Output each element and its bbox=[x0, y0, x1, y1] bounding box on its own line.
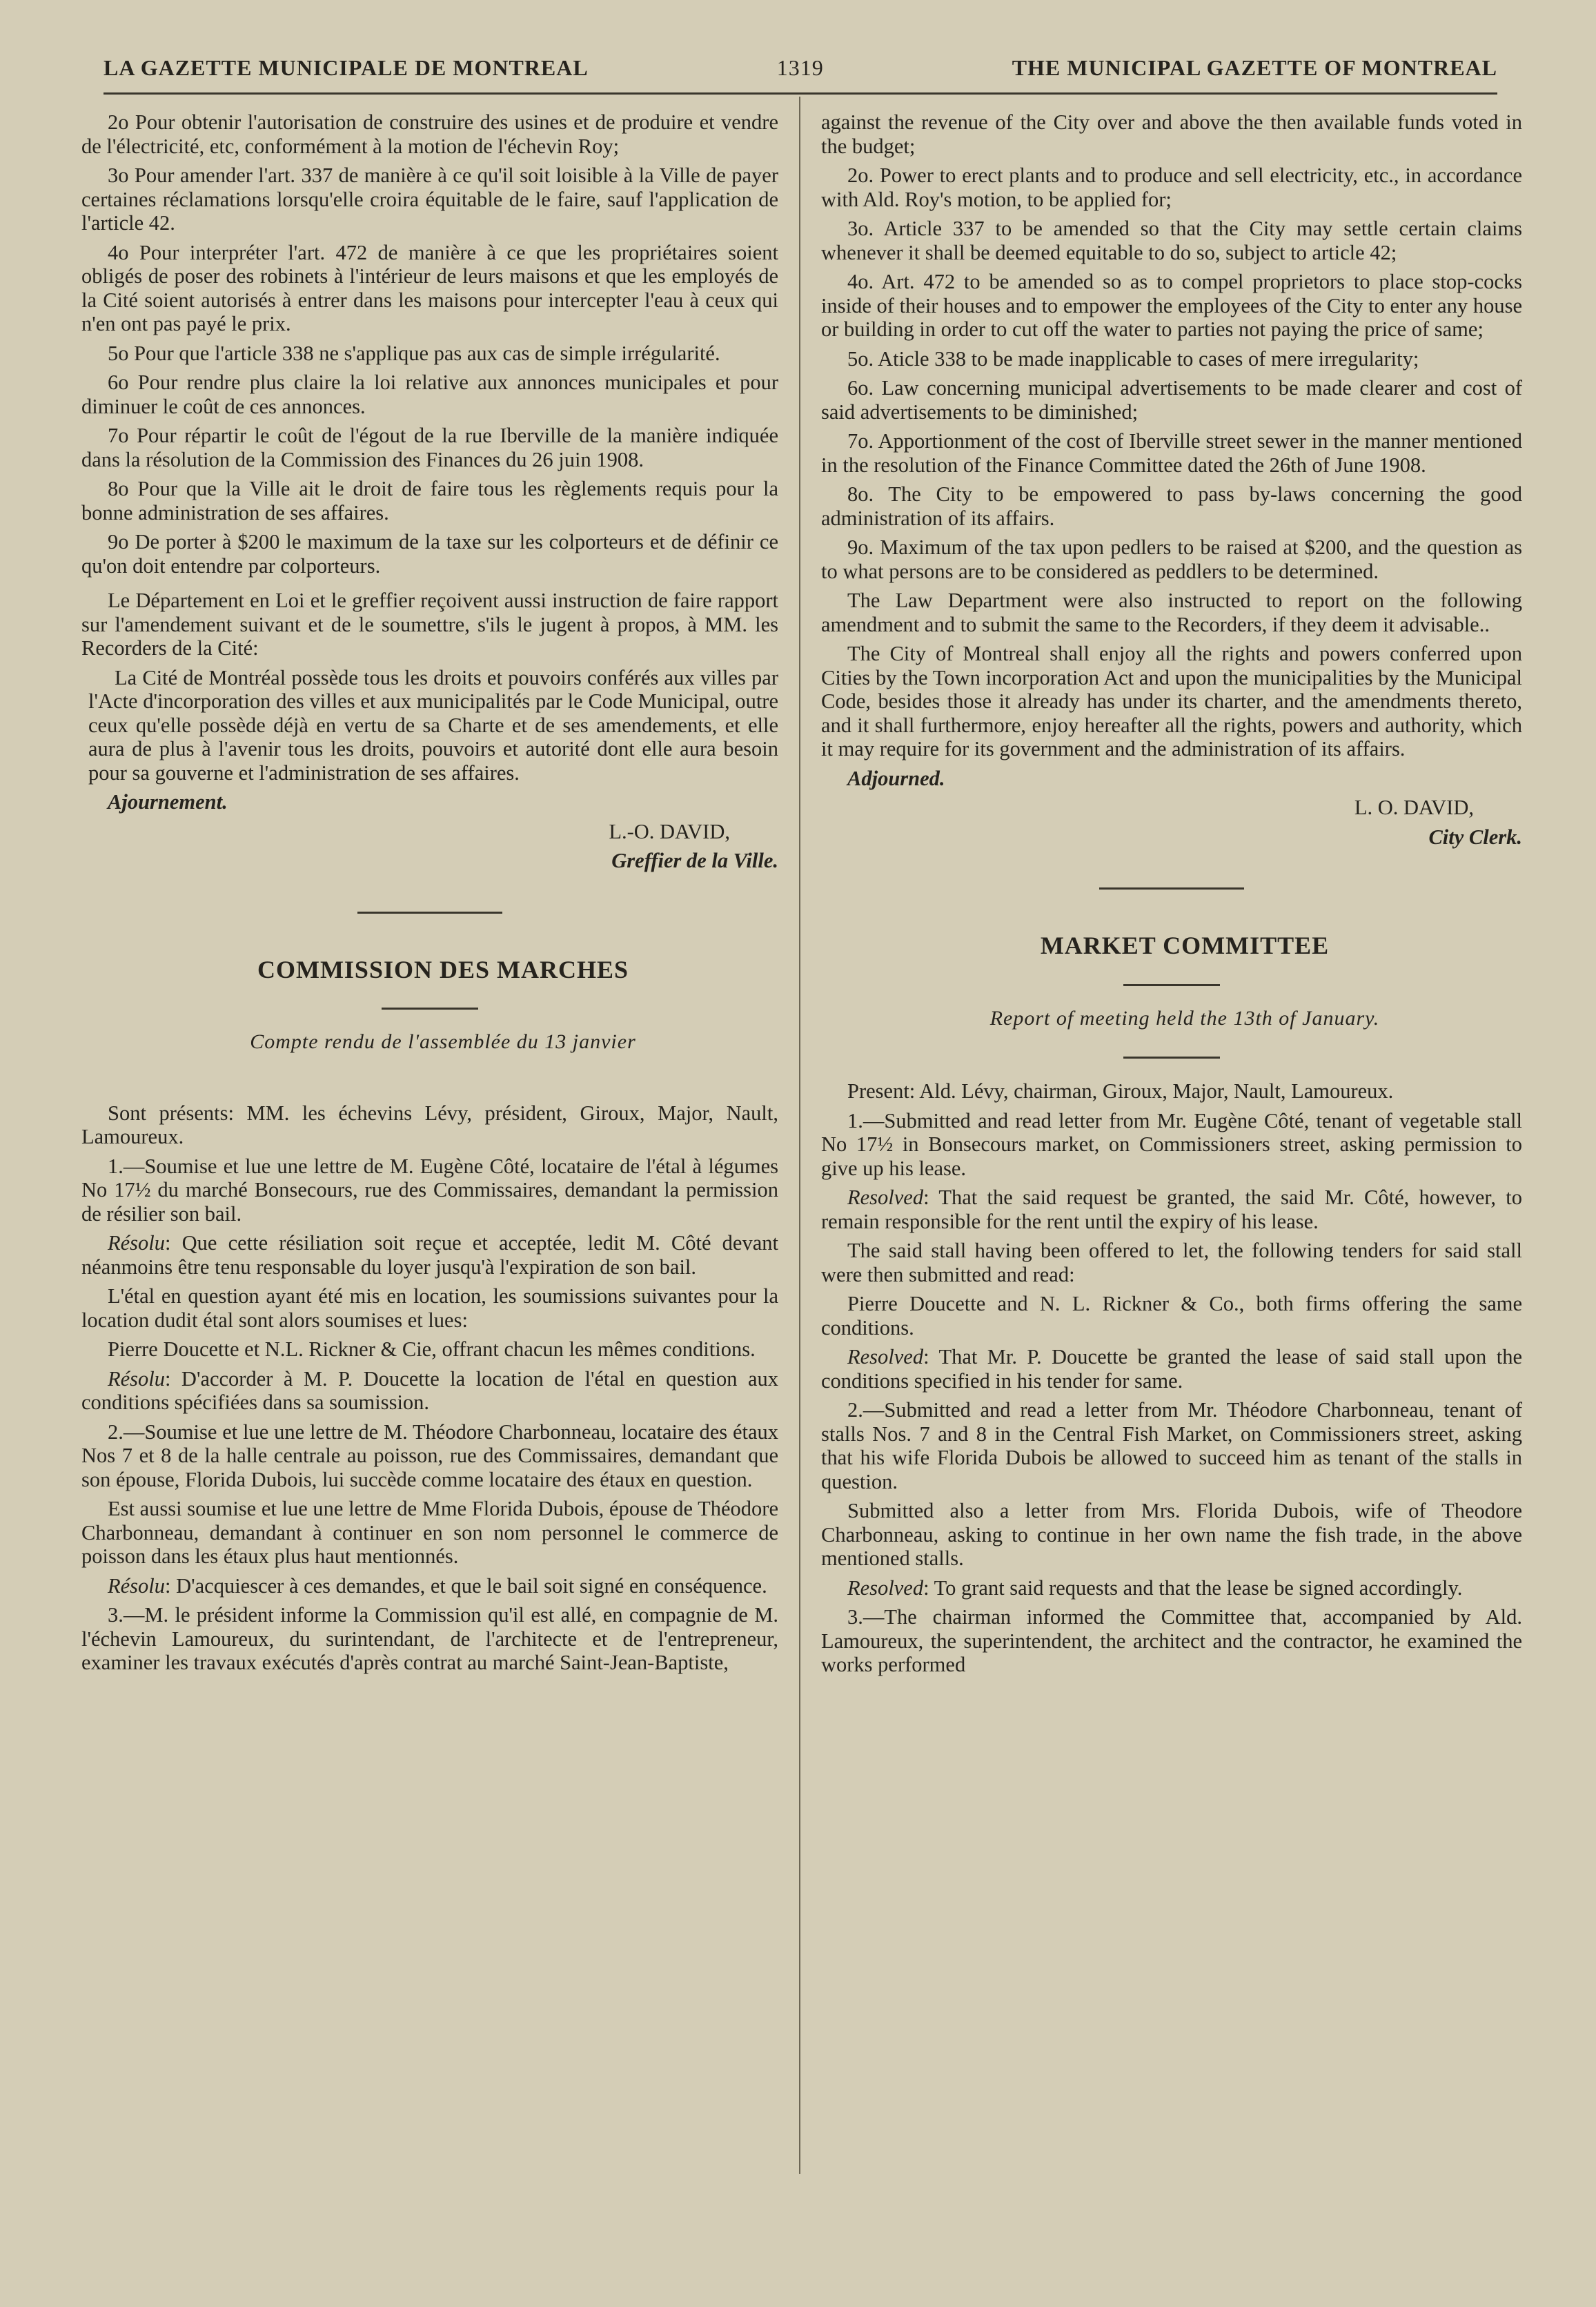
paragraph: 2o. Power to erect plants and to produce and sell electricity, etc., in accordance with Ald. Roy's motion, to be applied for; bbox=[821, 164, 1522, 211]
paragraph: 9o. Maximum of the tax upon pedlers to be raised at $200, and the question as to what persons are to be considered as peddlers to be determined. bbox=[821, 536, 1522, 583]
paragraph: The said stall having been offered to let, the following tenders for said stall were then submitted and read: bbox=[821, 1239, 1522, 1286]
paragraph: 8o Pour que la Ville ait le droit de faire tous les règlements requis pour la bonne administration de ses affaires. bbox=[81, 477, 778, 524]
resolved-label: Résolu bbox=[108, 1366, 166, 1391]
paragraph: Pierre Doucette and N. L. Rickner & Co., both firms offering the same conditions. bbox=[821, 1292, 1522, 1339]
french-column bbox=[81, 110, 778, 1680]
paragraph bbox=[81, 1367, 778, 1415]
paragraph bbox=[821, 1576, 1522, 1600]
resolved-text: : Que cette résiliation soit reçue et acceptée, ledit M. Côté devant néanmoins être tenu responsable du loyer jusqu'à l'expiration de son bail. bbox=[81, 1231, 778, 1279]
paragraph: L'étal en question ayant été mis en location, les soumissions suivantes pour la location dudit étal sont alors soumises et lues: bbox=[81, 1284, 778, 1332]
paragraph: 5o Pour que l'article 338 ne s'applique pas aux cas de simple irrégularité. bbox=[108, 341, 720, 365]
paragraph: 1.—Soumise et lue une lettre de M. Eugène Côté, locataire de l'étal à légumes No 17½ du marché Bonsecours, rue des Commissaires, demandant la permission de résilier son bail. bbox=[81, 1154, 778, 1226]
resolved-label: Resolved bbox=[847, 1186, 924, 1209]
adjournment: Ajournement. bbox=[108, 790, 228, 814]
paragraph: 2o Pour obtenir l'autorisation de construire des usines et de produire et vendre de l'électricité, etc, conformément à la motion de l'échevin Roy; bbox=[81, 110, 778, 158]
paragraph: 6o Pour rendre plus claire la loi relative aux annonces municipales et pour diminuer le coût de ces annonces. bbox=[81, 371, 778, 418]
paragraph: 4o. Art. 472 to be amended so as to compel proprietors to place stop-cocks inside of their houses and to empower the employees of the City to enter any house or building in order to cut off the water to parties not paying the price of same; bbox=[821, 270, 1522, 341]
paragraph: 1.—Submitted and read letter from Mr. Eugène Côté, tenant of vegetable stall No 17½ in Bonsecours market, on Commissioners street, asking permission to give up his lease. bbox=[821, 1108, 1522, 1180]
section-subtitle: Report of meeting held the 13th of January. bbox=[989, 1006, 1380, 1030]
paragraph: 6o. Law concerning municipal advertisements to be made clearer and cost of said advertisements to be diminished; bbox=[821, 376, 1522, 424]
signature-title: Greffier de la Ville. bbox=[611, 849, 778, 872]
resolved-text: : D'acquiescer à ces demandes, et que le bail soit signé en conséquence. bbox=[165, 1573, 767, 1598]
paragraph: 3o Pour amender l'art. 337 de manière à ce qu'il soit loisible à la Ville de payer certaines réclamations lorsqu'elle croira équitable de le faire, sauf l'application de l'article 42. bbox=[81, 164, 778, 235]
paragraph: 2.—Soumise et lue une lettre de M. Théodore Charbonneau, locataire des étaux Nos 7 et 8 de la halle centrale au poisson, rue des Commissaires, demandant que son épouse, Florida Dubois, lui succède comme locataire des étaux en question. bbox=[81, 1420, 778, 1491]
paragraph: 4o Pour interpréter l'art. 472 de manière à ce que les propriétaires soient obligés de poser des robinets à l'intérieur de leurs maisons et que les employés de la Cité soient autorisés à entrer dans les maisons pour intercepter l'eau à ceux qui n'en ont pas payé le prix. bbox=[81, 240, 778, 335]
header-rule bbox=[104, 92, 1497, 95]
signature-title: City Clerk. bbox=[1428, 825, 1522, 849]
paragraph: Submitted also a letter from Mrs. Florida Dubois, wife of Theodore Charbonneau, asking to continue in her own name the fish trade, in the above mentioned stalls. bbox=[821, 1499, 1522, 1570]
paragraph: Present: Ald. Lévy, chairman, Giroux, Major, Nault, Lamoureux. bbox=[847, 1079, 1394, 1103]
paragraph bbox=[821, 1345, 1522, 1393]
resolved-text: : That the said request be granted, the said Mr. Côté, however, to remain responsible for the rent until the expiry of his lease. bbox=[821, 1186, 1522, 1233]
resolved-text: : That Mr. P. Doucette be granted the lease of said stall upon the conditions specified in his tender for same. bbox=[821, 1345, 1522, 1393]
resolved-label: Resolved bbox=[847, 1575, 924, 1600]
paragraph: 7o Pour répartir le coût de l'égout de la rue Iberville de la manière indiquée dans la résolution de la Commission des Finances du 26 juin 1908. bbox=[81, 424, 778, 471]
paragraph: 3.—M. le président informe la Commission qu'il est allé, en compagnie de M. l'échevin Lamoureux, du surintendant, de l'architecte et de l'entrepreneur, examiner les travaux exécutés d'après contrat au marché Saint-Jean-Baptiste, bbox=[81, 1603, 778, 1674]
paragraph: 9o De porter à $200 le maximum de la taxe sur les colporteurs et de définir ce qu'on doit entendre par colporteurs. bbox=[81, 530, 778, 578]
paragraph: Est aussi soumise et lue une lettre de Mme Florida Dubois, épouse de Théodore Charbonneau, demandant à continuer en son nom personnel le commerce de poisson dans les étaux plus haut mentionnés. bbox=[81, 1497, 778, 1568]
paragraph bbox=[821, 1186, 1522, 1233]
paragraph: Pierre Doucette et N.L. Rickner & Cie, offrant chacun les mêmes conditions. bbox=[108, 1337, 756, 1361]
paragraph bbox=[81, 1574, 778, 1598]
paragraph: 5o. Aticle 338 to be made inapplicable to cases of mere irregularity; bbox=[847, 346, 1419, 371]
section-subtitle: Compte rendu de l'assemblée du 13 janvier bbox=[250, 1030, 636, 1053]
paragraph: 3o. Article 337 to be amended so that the City may settle certain claims whenever it shall be deemed equitable to do so, subject to article 42; bbox=[821, 217, 1522, 264]
signature-name: L. O. DAVID, bbox=[1354, 796, 1474, 819]
paragraph: 8o. The City to be empowered to pass by-laws concerning the good administration of its affairs. bbox=[821, 482, 1522, 530]
resolved-text: : To grant said requests and that the lease be signed accordingly. bbox=[923, 1575, 1463, 1600]
adjournment: Adjourned. bbox=[847, 766, 945, 790]
english-column bbox=[821, 110, 1522, 1682]
section-title: COMMISSION DES MARCHES bbox=[257, 955, 629, 983]
paragraph: The Law Department were also instructed to report on the following amendment and to submit the same to the Recorders, if they deem it advisable.. bbox=[821, 589, 1522, 636]
paragraph: La Cité de Montréal possède tous les droits et pouvoirs conférés aux villes par l'Acte d'incorporation des villes et aux municipalités par le Code Municipal, outre ceux qu'elle possède déjà en vertu de sa Charte et de ses amendements, et elle aura de plus à l'avenir tous les droits, pouvoirs et autorité dont elle aura besoin pour sa gouverne et l'administration de ses affaires. bbox=[88, 665, 778, 785]
section-title: MARKET COMMITTEE bbox=[1040, 932, 1330, 959]
paragraph: Le Département en Loi et le greffier reçoivent aussi instruction de faire rapport sur l'amendement suivant et de le soumettre, s'ils le jugent à propos, à MM. les Recorders de la Cité: bbox=[81, 589, 778, 660]
running-header bbox=[104, 48, 1497, 87]
header-english-title: THE MUNICIPAL GAZETTE OF MONTREAL bbox=[1012, 55, 1497, 80]
resolved-text: : D'accorder à M. P. Doucette la location de l'étal en question aux conditions spécifiées dans sa soumission. bbox=[81, 1366, 778, 1414]
resolved-label: Resolved bbox=[847, 1345, 924, 1368]
paragraph: 3.—The chairman informed the Committee that, accompanied by Ald. Lamoureux, the superintendent, the architect and the contractor, he examined the works performed bbox=[821, 1605, 1522, 1676]
column-divider bbox=[799, 97, 800, 2174]
paragraph: 7o. Apportionment of the cost of Iberville street sewer in the manner mentioned in the resolution of the Finance Committee dated the 26th of June 1908. bbox=[821, 429, 1522, 477]
paragraph: Sont présents: MM. les échevins Lévy, président, Giroux, Major, Nault, Lamoureux. bbox=[81, 1101, 778, 1148]
paragraph: The City of Montreal shall enjoy all the rights and powers conferred upon Cities by the Town incorporation Act and upon the municipalities by the Municipal Code, besides those it already has under its charter, and the amendments thereto, and it shall furthermore, enjoy hereafter all the rights, powers and authority, which it may require for its government and the administration of its affairs. bbox=[821, 642, 1522, 760]
paragraph: 2.—Submitted and read a letter from Mr. Théodore Charbonneau, tenant of stalls Nos. 7 and 8 in the Central Fish Market, on Commissioners street, asking that his wife Florida Dubois be allowed to succeed him as tenant of the stalls in question. bbox=[821, 1398, 1522, 1493]
resolved-label: Résolu bbox=[108, 1573, 166, 1598]
signature-name: L.-O. DAVID, bbox=[609, 819, 730, 843]
page-number: 1319 bbox=[776, 55, 824, 80]
resolved-label: Résolu bbox=[108, 1231, 166, 1255]
header-french-title: LA GAZETTE MUNICIPALE DE MONTREAL bbox=[104, 55, 589, 80]
paragraph bbox=[81, 1231, 778, 1279]
paragraph: against the revenue of the City over and above the then available funds voted in the budget; bbox=[821, 110, 1522, 158]
